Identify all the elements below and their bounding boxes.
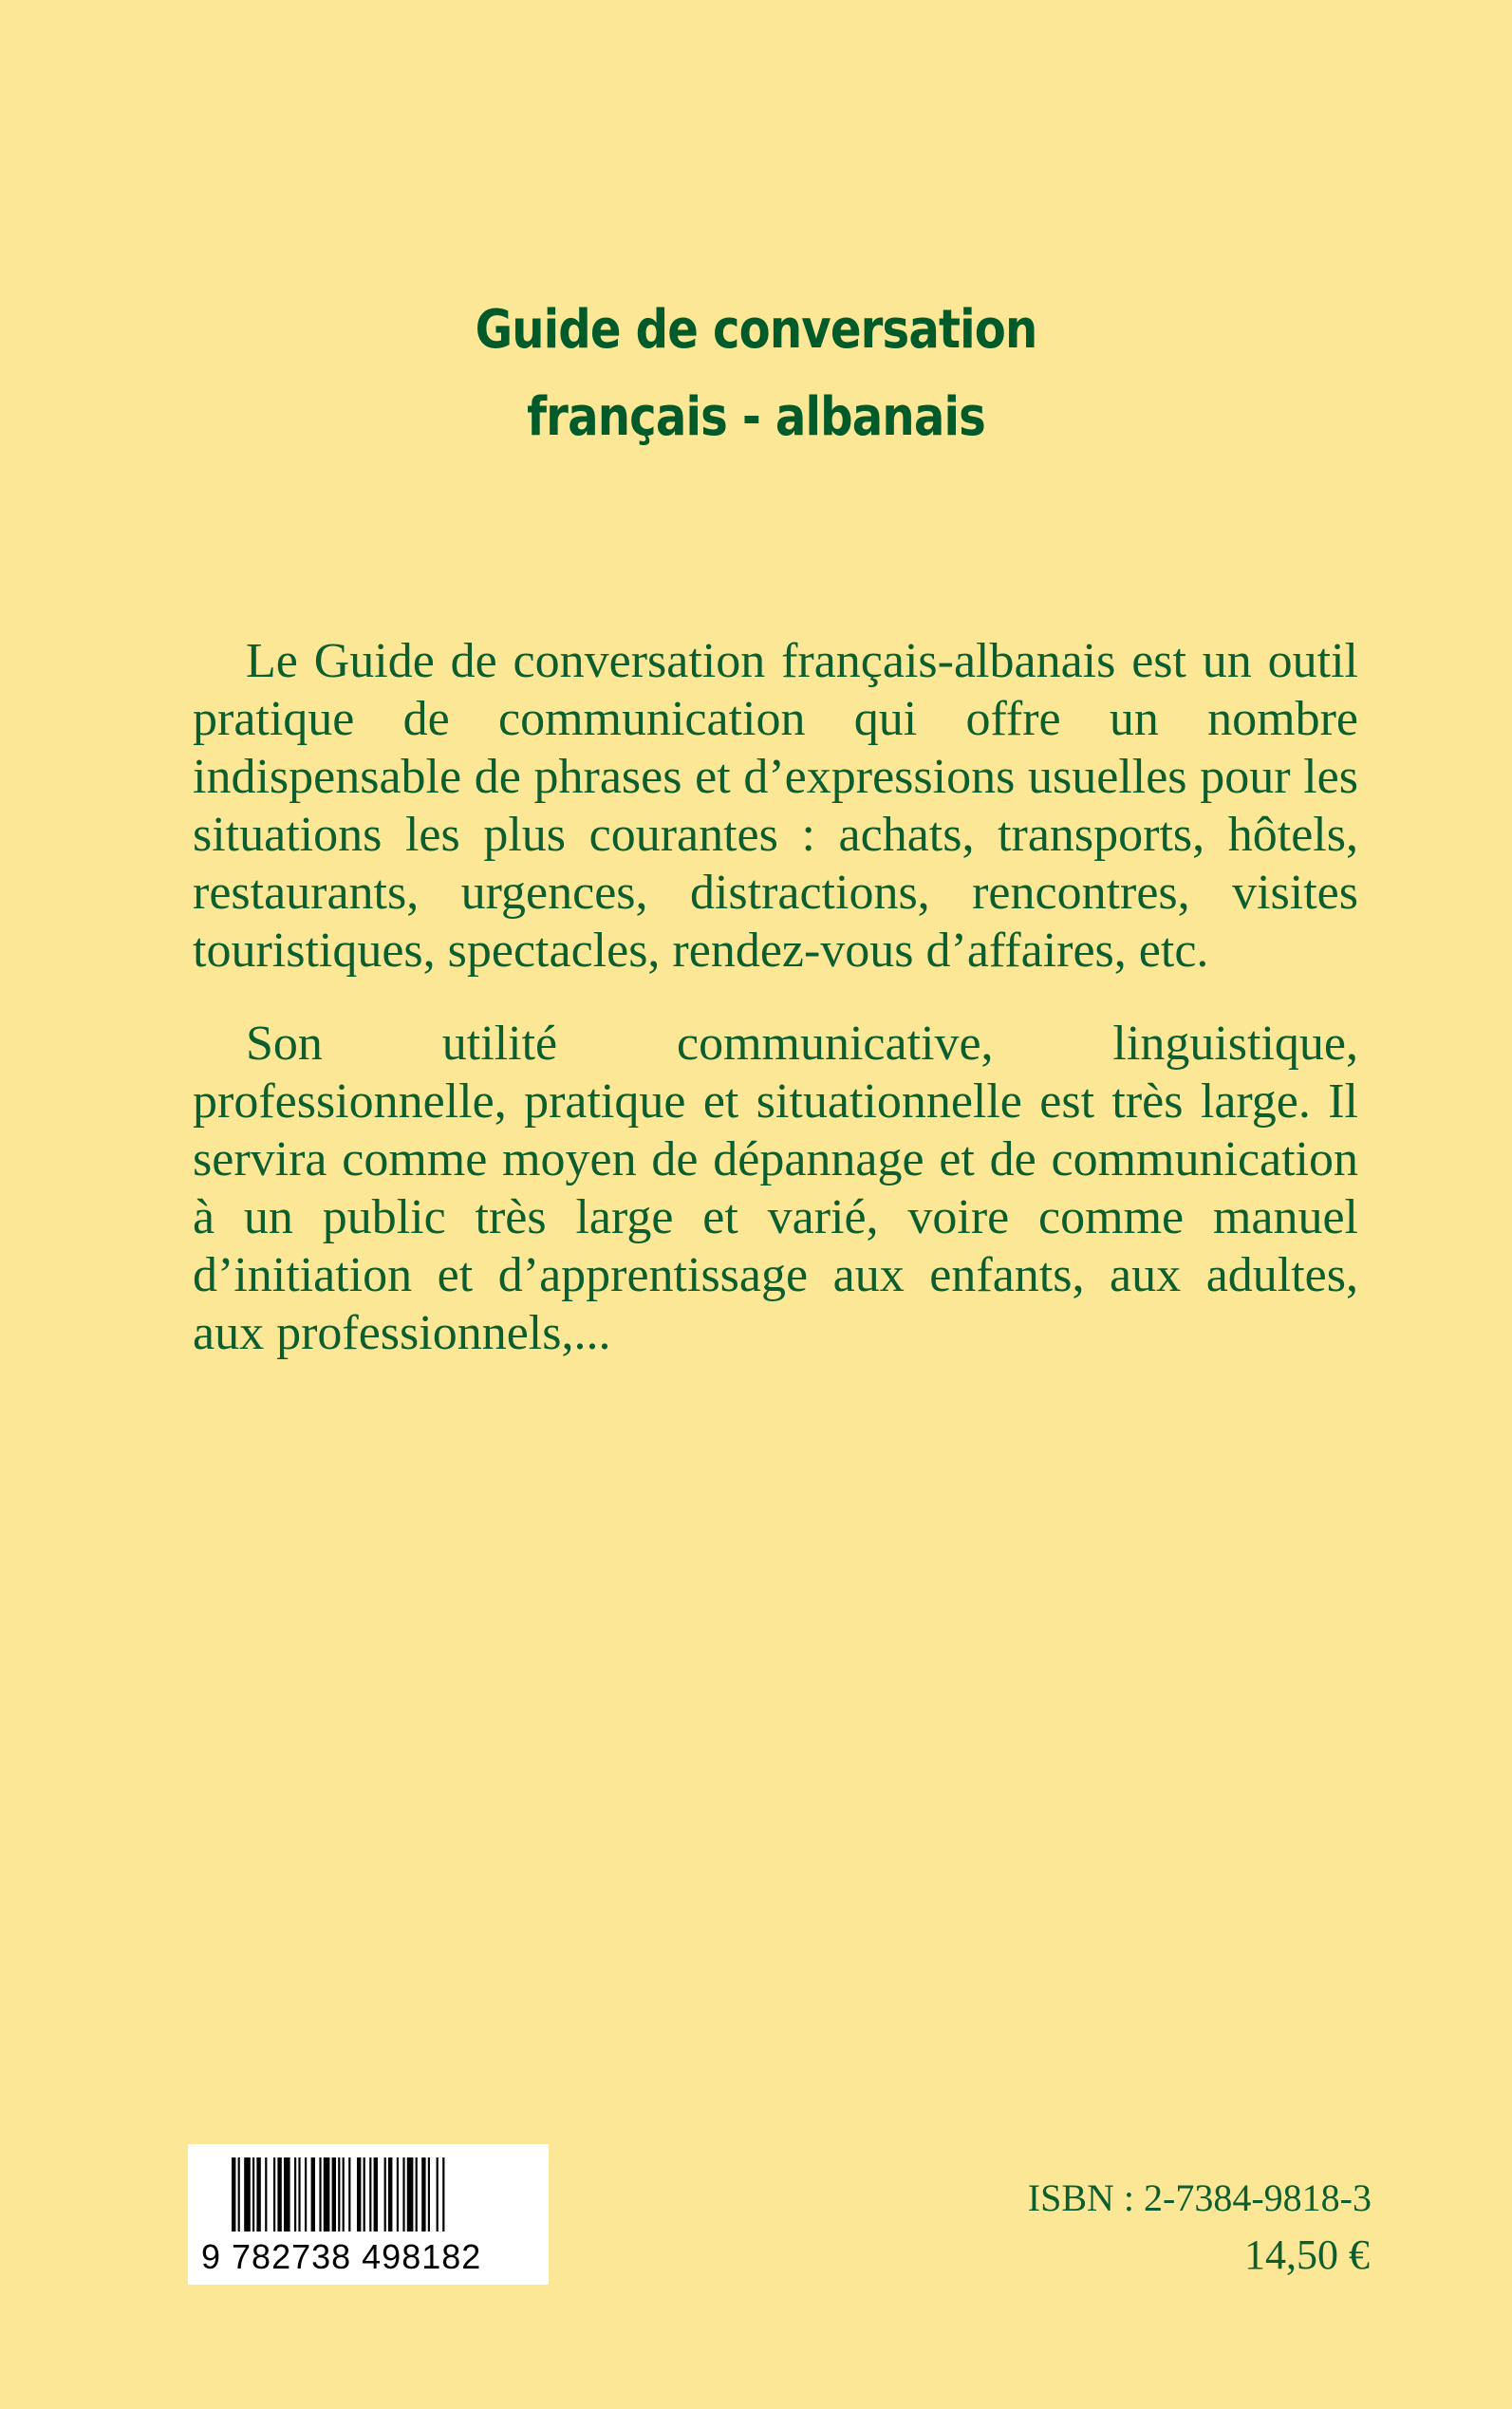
book-title-line-1: Guide de conversation — [475, 299, 1037, 361]
barcode-bar — [252, 2157, 254, 2232]
barcode-bar — [319, 2157, 321, 2232]
barcode-digits: 9 782738 498182 — [201, 2237, 482, 2276]
barcode-bar — [311, 2157, 315, 2232]
barcode-bar — [402, 2157, 404, 2232]
barcode-bar — [305, 2157, 307, 2232]
isbn: ISBN : 2-7384-9818-3 — [1027, 2176, 1372, 2219]
barcode-bar — [338, 2157, 340, 2232]
barcode-bar — [416, 2157, 418, 2232]
price: 14,50 € — [1244, 2232, 1370, 2278]
barcode-bar — [364, 2157, 365, 2232]
barcode-bar — [388, 2157, 392, 2232]
barcode-bar — [343, 2157, 345, 2232]
barcode-bar — [238, 2157, 240, 2232]
barcode-bar — [397, 2157, 399, 2232]
barcode-bar — [265, 2157, 267, 2232]
barcode-bar — [384, 2157, 386, 2232]
barcode-bar — [442, 2157, 444, 2232]
barcode-bar — [256, 2157, 260, 2232]
barcode-bar — [428, 2157, 430, 2232]
barcode-bar — [324, 2157, 330, 2232]
barcode-bar — [232, 2157, 235, 2232]
barcode-bar — [437, 2157, 439, 2232]
barcode-bar — [421, 2157, 425, 2232]
barcode-bar — [294, 2157, 296, 2232]
barcode-bar — [277, 2157, 281, 2232]
barcode-bar — [332, 2157, 336, 2232]
barcode-bar — [348, 2157, 350, 2232]
barcode-bar — [284, 2157, 290, 2232]
barcode-bar — [244, 2157, 251, 2232]
barcode-bar — [407, 2157, 414, 2232]
barcode-bar — [298, 2157, 300, 2232]
barcode — [188, 2144, 549, 2285]
description-paragraph-1: Le Guide de conversation français-albanais est un outil pratique de communication qui offre un nombre indispensable de phrases et d’expressions usuelles pour les situations les plus courantes : achats, transports, hôtels, restaurants, urgences, distractions, rencontres, visites touristiques, spectacles, rendez-vous d’affaires, etc. — [193, 634, 1358, 978]
book-title-line-2: français - albanais — [527, 386, 985, 448]
barcode-bar — [374, 2157, 378, 2232]
barcode-bar — [273, 2157, 275, 2232]
barcode-bar — [369, 2157, 371, 2232]
description-paragraph-2: Son utilité communicative, linguistique, professionnelle, pratique et situationnelle est très large. Il servira comme moyen de dépannage et de communication à un public très large et varié, voire comme manuel d’initiation et d’apprentissage aux enfants, aux adultes, aux professionnels,... — [193, 1017, 1358, 1360]
barcode-bar — [357, 2157, 361, 2232]
